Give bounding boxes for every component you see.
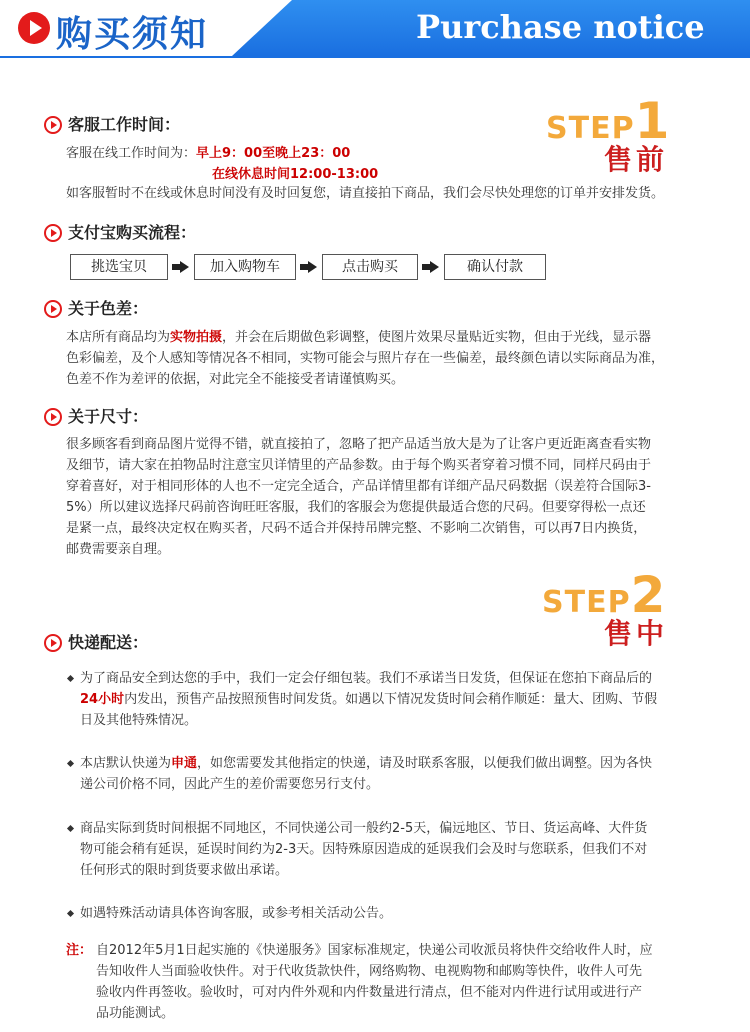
express-item2-a: 本店默认快递为 — [80, 756, 172, 771]
arrow-right-icon — [172, 261, 190, 273]
color-line1 — [66, 327, 651, 348]
arrow-right-icon — [422, 261, 440, 273]
flow-step-cart: 加入购物车 — [194, 254, 296, 280]
color-line2: 色彩偏差，及个人感知等情况各不相同，实物可能会与照片存在一些偏差，最终颜色请以实际商品为准， — [66, 351, 665, 366]
step1-subtitle: 售前 — [604, 143, 669, 176]
service-line1 — [66, 143, 350, 164]
express-item2-line2: 递公司价格不同，因此产生的差价需要您另行支付。 — [80, 777, 380, 792]
note-line3: 验收内件再签收。验收时，可对内件外观和内件数量进行清点，但不能对内件进行试用或进行产 — [96, 985, 643, 1000]
color-highlight: 实物拍摄 — [170, 330, 223, 345]
color-line1-a: 本店所有商品均为 — [66, 330, 171, 345]
step1-word: STEP — [546, 111, 635, 146]
size-line4: 5%）所以建议选择尺码前咨询旺旺客服，我们的客服会为您提供最适合您的尺码。但要穿得松一点还 — [66, 500, 646, 515]
express-item3-line2: 物可能会稍有延误，延误时间约为2-3天。因特殊原因造成的延误我们会及时与您联系，但我们不对 — [80, 842, 648, 857]
header-title-en: Purchase notice — [416, 8, 705, 46]
circle-arrow-icon — [44, 300, 62, 318]
alipay-title: 支付宝购买流程： — [68, 223, 197, 242]
flow-step-buy: 点击购买 — [322, 254, 418, 280]
circle-arrow-icon — [44, 224, 62, 242]
header-divider — [0, 56, 750, 58]
diamond-bullet-icon — [67, 825, 74, 832]
express-carrier: 申通 — [171, 756, 198, 771]
color-line1-b: ，并会在后期做色彩调整，使图片效果尽量贴近实物，但由于光线，显示器 — [222, 330, 652, 345]
step2-word: STEP — [542, 585, 631, 620]
note-line1: 自2012年5月1日起实施的《快递服务》国家标准规定，快递公司收派员将快件交给收件人时，应 — [96, 943, 653, 958]
color-line3: 色差不作为差评的依据，对此完全不能接受者请谨慎购买。 — [66, 372, 405, 387]
diamond-bullet-icon — [67, 760, 74, 767]
note-line2: 告知收件人当面验收快件。对于代收货款快件，网络购物、电视购物和邮购等快件，收件人可先 — [96, 964, 643, 979]
service-line1-prefix: 客服在线工作时间为： — [66, 146, 197, 161]
step1-number: 1 — [634, 92, 670, 150]
express-item3-line3: 任何形式的限时到货要求做出承诺。 — [80, 863, 289, 878]
diamond-bullet-icon — [67, 675, 74, 682]
size-title: 关于尺寸： — [68, 407, 149, 426]
express-item1-line3: 日及其他特殊情况。 — [80, 713, 198, 728]
color-title: 关于色差： — [68, 299, 149, 318]
play-arrow-icon — [18, 12, 50, 44]
express-item2-b: ，如您需要发其他指定的快递，请及时联系客服，以便我们做出调整。因为各快 — [197, 756, 653, 771]
express-item1-line1: 为了商品安全到达您的手中，我们一定会仔细包装。我们不承诺当日发货，但保证在您拍下商品后的 — [80, 671, 653, 686]
arrow-right-icon — [300, 261, 318, 273]
step2-number: 2 — [630, 566, 666, 624]
flow-step-pay: 确认付款 — [444, 254, 546, 280]
size-line5: 是紧一点，最终决定权在购买者，尺码不适合并保持吊牌完整、不影响二次销售，可以再7日内换货， — [66, 521, 647, 536]
service-working-hours: 早上9：00至晚上23：00 — [196, 146, 351, 161]
size-line6: 邮费需要亲自理。 — [66, 542, 171, 557]
circle-arrow-icon — [44, 408, 62, 426]
flow-step-select: 挑选宝贝 — [70, 254, 168, 280]
size-line1: 很多顾客看到商品图片觉得不错，就直接拍了，忽略了把产品适当放大是为了让客户更近距离查看实物 — [66, 437, 652, 452]
service-note: 如客服暂时不在线或休息时间没有及时回复您，请直接拍下商品，我们会尽快处理您的订单并安排发货。 — [66, 186, 665, 201]
header-banner — [0, 0, 750, 56]
step2-subtitle: 售中 — [604, 617, 669, 650]
size-line2: 及细节，请大家在拍物品时注意宝贝详情里的产品参数。由于每个购买者穿着习惯不同，同样尺码由于 — [66, 458, 652, 473]
express-item1-line2b: 内发出，预售产品按照预售时间发货。如遇以下情况发货时间会稍作顺延：量大、团购、节假 — [124, 692, 658, 707]
size-line3: 穿着喜好，对于相同形体的人也不一定完全适合，产品详情里都有详细产品尺码数据（误差符合国际3- — [66, 479, 651, 494]
service-title: 客服工作时间： — [68, 115, 181, 134]
diamond-bullet-icon — [67, 910, 74, 917]
circle-arrow-icon — [44, 634, 62, 652]
express-item2-line1 — [80, 753, 652, 774]
express-item4: 如遇特殊活动请具体咨询客服，或参考相关活动公告。 — [80, 906, 393, 921]
note-line4: 品功能测试。 — [96, 1006, 175, 1021]
service-rest-hours: 在线休息时间12:00-13:00 — [212, 167, 379, 182]
circle-arrow-icon — [44, 116, 62, 134]
express-24h: 24小时 — [80, 692, 125, 707]
express-item3-line1: 商品实际到货时间根据不同地区，不同快递公司一般约2-5天，偏远地区、节日、货运高峰、大件货 — [80, 821, 648, 836]
express-title: 快递配送： — [68, 633, 149, 652]
express-item1-line2 — [80, 689, 657, 710]
header-title-cn: 购买须知 — [56, 14, 209, 55]
note-label: 注： — [66, 943, 93, 958]
